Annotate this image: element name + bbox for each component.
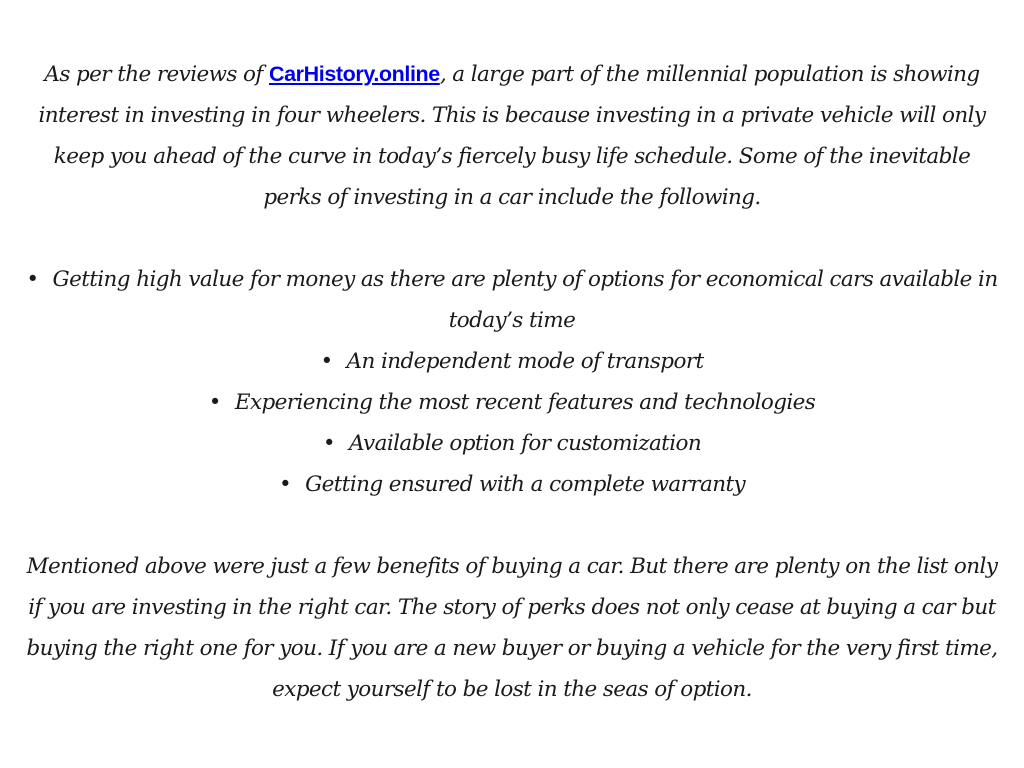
list-item-text: Experiencing the most recent features and technologies — [234, 390, 816, 415]
bullet-icon: • — [208, 390, 221, 415]
list-item — [22, 341, 1002, 382]
carhistory-link[interactable]: CarHistory.online — [269, 62, 440, 86]
list-item-text: Available option for customization — [349, 431, 702, 456]
list-item-text: Getting high value for money as there are plenty of options for economical cars available in today’s time — [52, 267, 998, 333]
bullet-icon: • — [320, 349, 333, 374]
spacer — [22, 218, 1002, 259]
list-item — [22, 382, 1002, 423]
list-item — [22, 259, 1002, 341]
list-item-text: Getting ensured with a complete warranty — [305, 472, 746, 497]
intro-prefix: As per the reviews of — [44, 62, 269, 87]
spacer — [22, 505, 1002, 546]
intro-suffix: , a large part of the millennial population is showing interest in investing in four wheelers. This is because investing in a private vehicle will only keep you ahead of the curve in today’s fiercely busy life schedule. Some of the inevitable perks of investing in a car include the following. — [38, 62, 986, 210]
benefits-list — [22, 259, 1002, 505]
closing-paragraph: Mentioned above were just a few benefits of buying a car. But there are plenty on the list only if you are investing in the right car. The story of perks does not only cease at buying a car but buying the right one for you. If you are a new buyer or buying a vehicle for the very first time, expect yourself to be lost in the seas of option. — [26, 554, 998, 702]
list-item-text: An independent mode of transport — [346, 349, 704, 374]
list-item — [22, 464, 1002, 505]
intro-paragraph — [22, 54, 1002, 218]
bullet-icon: • — [322, 431, 335, 456]
bullet-icon: • — [26, 267, 39, 292]
bullet-icon: • — [278, 472, 292, 497]
list-item — [22, 423, 1002, 464]
